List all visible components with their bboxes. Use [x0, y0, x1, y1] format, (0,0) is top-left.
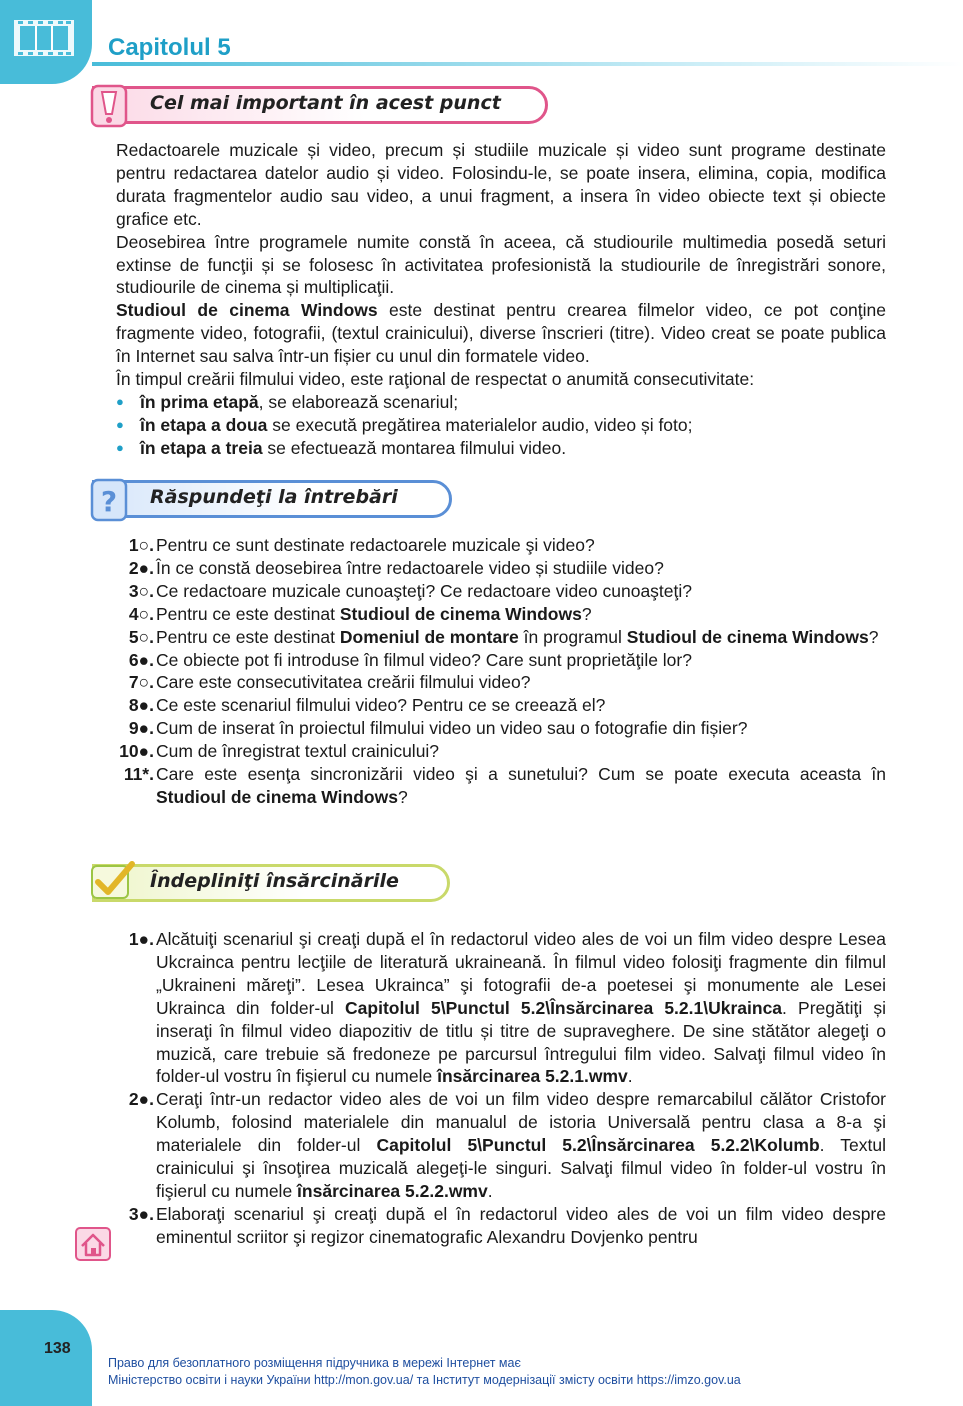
list-item	[100, 694, 886, 717]
questions-list	[100, 534, 886, 809]
item-text: Care este esenţa sincronizării video şi a sunetului? Cum se poate executa aceasta în Studioul de cinema Windows?	[156, 764, 886, 807]
section-tasks-header	[92, 864, 450, 902]
list-item	[100, 557, 886, 580]
list-item	[100, 928, 886, 1088]
paragraph: În timpul creării filmului video, este raţional de respectat o anumită consecutivitate:	[116, 369, 755, 390]
item-number: 10●.	[119, 741, 154, 762]
footer-notice	[108, 1355, 741, 1389]
item-text: Ceraţi într-un redactor video ales de voi un film video despre remarcabilul călător Cristofor Kolumb, folosind materialele din manualul de istoria Universală pentru clasa a 8-a şi materialele din folder-ul Capitolul 5\Punctul 5.2\Însărcinarea 5.2.2\Kolumb. Textul crainicului şi însoţirea muzicală alegeţi-le singuri. Salvaţi filmul video în folder-ul vostru în fişierul cu numele însărcinarea 5.2.2.wmv.	[156, 1089, 887, 1201]
item-text: Pentru ce este destinat Studioul de cinema Windows?	[156, 603, 592, 624]
item-text: Ce este scenariul filmului video? Pentru ce se creează el?	[156, 695, 606, 716]
item-text: Elaboraţi scenariul şi creaţi după el în redactorul video ales de voi un film video despre eminentul scriitor şi regizor cinematografic Alexandru Dovjenko pentru	[156, 1203, 886, 1247]
important-body	[116, 139, 886, 460]
list-item: ● în prima etapă, se elaborează scenariul;	[116, 391, 886, 414]
item-number: 1○.	[128, 535, 154, 555]
header-rule	[92, 62, 963, 66]
item-number: 11*.	[123, 764, 154, 785]
list-item	[100, 534, 886, 557]
question-clip-icon	[88, 474, 132, 524]
list-item	[100, 1088, 886, 1203]
item-text: Pentru ce este destinat Domeniul de montare în programul Studioul de cinema Windows?	[156, 626, 879, 647]
item-text: Care este consecutivitatea creării filmului video?	[156, 672, 531, 693]
item-text: Ce redactoare muzicale cunoaşteţi? Ce redactoare video cunoaşteţi?	[156, 580, 693, 601]
exclamation-clip-icon	[88, 80, 132, 130]
section-important-header	[92, 86, 548, 124]
tasks-list	[100, 928, 886, 1249]
item-text: Ce obiecte pot fi introduse în filmul video? Care sunt proprietăţile lor?	[156, 649, 692, 670]
list-item: ● în etapa a doua se execută pregătirea materialelor audio, video și foto;	[116, 414, 886, 437]
list-item	[100, 1203, 886, 1249]
chapter-corner-tab	[0, 0, 92, 84]
home-icon	[74, 1224, 114, 1264]
item-text: Alcătuiţi scenariul şi creaţi după el în redactorul video ales de voi un film video despre Lesea Ukcrainca pentru lecţiile de literatură ukraineană. În filmul video folosiţi fragmente din filmul „Ukraineni măreţi”. Lesea Ukrainca” şi fotografii de-a poetesei şi monumente ale Lesei Ukrainca din folder-ul Capitolul 5\Punctul 5.2\Însărcinarea 5.2.1\Ukrainca. Pregătiţi și inseraţi în filmul video diapozitiv de titlu și titre de supraveghere. De sine stătător alegeţi o muzică, care trebuie să fredoneze pe parcursul întregului film video. Salvaţi filmul video în folder-ul vostru în fişierul cu numele însărcinarea 5.2.1.wmv.	[156, 929, 886, 1087]
paragraph: Redactoarele muzicale și video, precum și studiile muzicale și video sunt programe destinate pentru redactarea datelor audio și video. Folosindu-le, se poate insera, elimina, copia, modifica durata fragmentelor audio sau video, a unui fragment, a insera în video obiecte text și obiecte grafice etc.	[116, 140, 886, 229]
item-text: În ce constă deosebirea între redactoarele video și studiile video?	[156, 557, 664, 578]
item-number: 2●.	[128, 1089, 154, 1110]
svg-text:?: ?	[100, 485, 118, 518]
section-tasks-title: Îndepliniţi însărcinările	[150, 870, 399, 892]
list-item	[100, 717, 886, 740]
item-number: 3●.	[128, 1203, 154, 1224]
paragraph: Studioul de cinema Windows este destinat pentru crearea filmelor video, ce pot conţine fragmente video, fotografii, (textul crainicului), diverse înscrieri (titre). Video creat se poate publica în Internet sau salva într-un fișier cu unul din formatele video.	[116, 300, 886, 367]
item-number: 5○.	[128, 626, 154, 647]
checkmark-icon	[88, 858, 138, 906]
list-item	[100, 580, 886, 603]
stage-list	[116, 391, 886, 460]
list-item	[100, 763, 886, 809]
item-text: Cum de înregistrat textul crainicului?	[156, 741, 440, 762]
item-number: 8●.	[128, 695, 154, 716]
item-text: Cum de inserat în proiectul filmului video un video sau o fotografie din fișier?	[156, 718, 748, 739]
item-text: Pentru ce sunt destinate redactoarele muzicale şi video?	[156, 535, 595, 555]
item-number: 9●.	[128, 718, 154, 739]
footer-line: Міністерство освіти і науки України http://mon.gov.ua/ та Інститут модернізації змісту освіти https://imzo.gov.ua	[108, 1373, 741, 1387]
footer-line: Право для безоплатного розміщення підручника в мережі Інтернет має	[108, 1356, 521, 1370]
page-number: 138	[44, 1340, 71, 1357]
item-number: 7○.	[128, 672, 154, 693]
page-number-tab	[0, 1310, 92, 1406]
list-item	[100, 740, 886, 763]
section-questions-header	[92, 480, 452, 518]
chapter-title: Capitolul 5	[108, 34, 231, 61]
list-item	[100, 649, 886, 672]
item-number: 6●.	[128, 649, 154, 670]
paragraph: Deosebirea între programele numite constă în aceea, că studiourile multimedia posedă seturi extinse de funcţii și se folosesc în activitatea profesionistă la studiourile de înregistrări sonore, studiourile de cinema și multiplicaţii.	[116, 231, 886, 298]
bold-term: Studioul de cinema Windows	[116, 300, 378, 321]
list-item	[100, 626, 886, 649]
item-number: 1●.	[128, 929, 154, 949]
section-questions-title: Răspundeţi la întrebări	[150, 486, 398, 508]
list-item	[100, 671, 886, 694]
section-important-title: Cel mai important în acest punct	[150, 92, 501, 114]
item-number: 4○.	[128, 603, 154, 624]
list-item: ● în etapa a treia se efectuează montarea filmului video.	[116, 437, 886, 460]
item-number: 2●.	[128, 557, 154, 578]
film-strip-icon	[12, 14, 76, 62]
list-item	[100, 603, 886, 626]
item-number: 3○.	[128, 580, 154, 601]
